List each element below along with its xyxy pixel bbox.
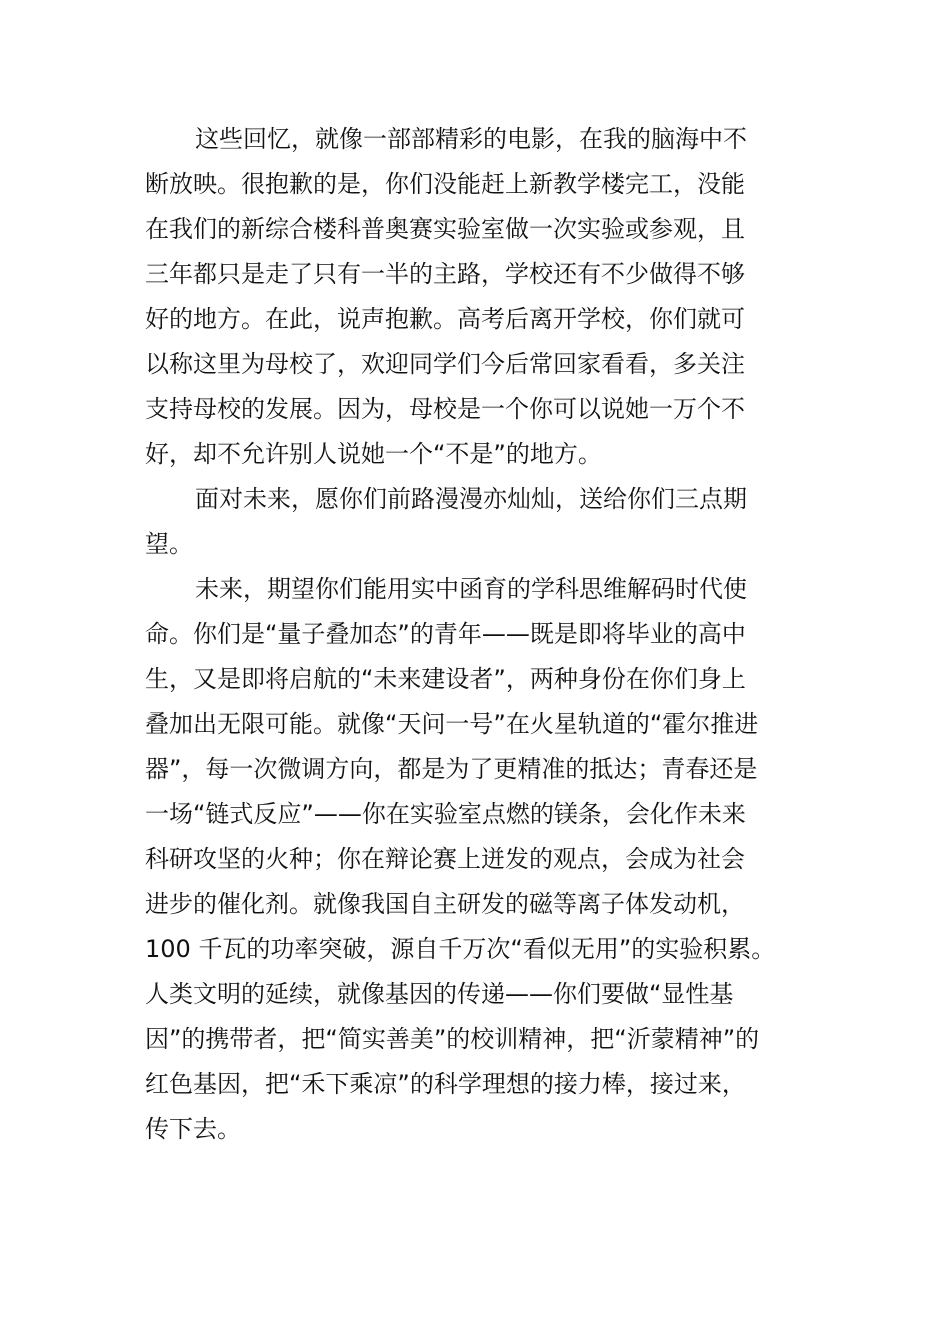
text-line: 这些回忆，就像一部部精彩的电影，在我的脑海中不 — [195, 125, 747, 153]
text-line: 未来，期望你们能用实中函育的学科思维解码时代使 — [195, 575, 747, 603]
text-line: 进步的催化剂。就像我国自主研发的磁等离子体发动机， — [145, 890, 745, 918]
text-line: 好的地方。在此，说声抱歉。高考后离开学校，你们就可 — [145, 305, 745, 333]
paragraph-expectation-one — [145, 567, 810, 1152]
text-line: 红色基因，把“禾下乘凉”的科学理想的接力棒，接过来， — [145, 1070, 746, 1098]
text-line: 100 千瓦的功率突破，源自千万次“看似无用”的实验积累。 — [145, 935, 776, 963]
body-text — [145, 117, 810, 1152]
paragraph-facing-future — [145, 477, 810, 567]
text-line: 断放映。很抱歉的是，你们没能赶上新教学楼完工，没能 — [145, 170, 745, 198]
text-line: 因”的携带者，把“简实善美”的校训精神，把“沂蒙精神”的 — [145, 1025, 760, 1053]
text-line: 在我们的新综合楼科普奥赛实验室做一次实验或参观，且 — [145, 215, 745, 243]
text-line: 三年都只是走了只有一半的主路，学校还有不少做得不够 — [145, 260, 745, 288]
text-line: 好，却不允许别人说她一个“不是”的地方。 — [145, 440, 602, 468]
text-line: 人类文明的延续，就像基因的传递——你们要做“显性基 — [145, 980, 734, 1008]
text-line: 命。你们是“量子叠加态”的青年——既是即将毕业的高中 — [145, 620, 746, 648]
text-line: 科研攻坚的火种；你在辩论赛上迸发的观点，会成为社会 — [145, 845, 745, 873]
paragraph-memories — [145, 117, 810, 477]
text-line: 叠加出无限可能。就像“天问一号”在火星轨道的“霍尔推进 — [145, 710, 759, 738]
text-line: 生，又是即将启航的“未来建设者”，两种身份在你们身上 — [145, 665, 746, 693]
text-line: 面对未来，愿你们前路漫漫亦灿灿，送给你们三点期 — [195, 485, 747, 513]
text-line: 望。 — [145, 530, 193, 558]
text-line: 支持母校的发展。因为，母校是一个你可以说她一万个不 — [145, 395, 745, 423]
text-line: 一场“链式反应”——你在实验室点燃的镁条，会化作未来 — [145, 800, 746, 828]
text-line: 以称这里为母校了，欢迎同学们今后常回家看看，多关注 — [145, 350, 745, 378]
text-line: 传下去。 — [145, 1115, 241, 1143]
text-line: 器”，每一次微调方向，都是为了更精准的抵达；青春还是 — [145, 755, 758, 783]
